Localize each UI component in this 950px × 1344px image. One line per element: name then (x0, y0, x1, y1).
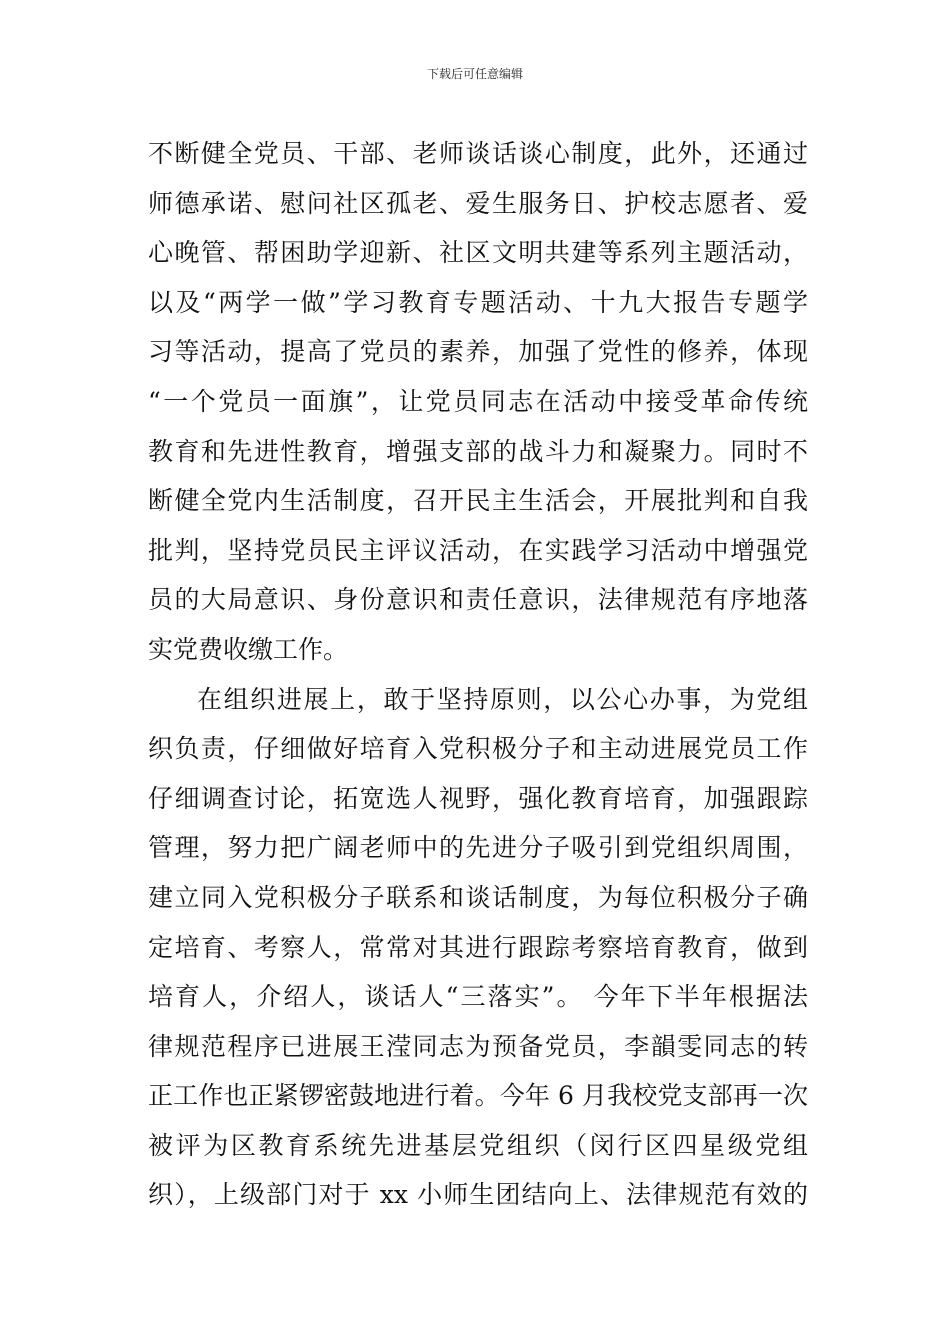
body-line: 仔细调查讨论，拓宽选人视野，强化教育培育，加强跟踪 (148, 783, 808, 813)
body-line: 习等活动，提高了党员的素养，加强了党性的修养，体现 (148, 337, 808, 367)
body-line: 不断健全党员、干部、老师谈话谈心制度，此外，还通过 (148, 139, 808, 168)
page-header-note: 下载后可任意编辑 (426, 67, 523, 81)
body-line: 以及“两学一做”学习教育专题活动、十九大报告专题学 (148, 287, 808, 317)
paragraph-first-line: 在组织进展上，敢于坚持原则，以公心办事，为党组 (197, 684, 808, 714)
body-line: 定培育、考察人，常常对其进行跟踪考察培育教育，做到 (148, 932, 808, 962)
body-line: 建立同入党积极分子联系和谈话制度，为每位积极分子确 (148, 882, 808, 912)
body-line: 律规范程序已进展王滢同志为预备党员，李韻雯同志的转 (148, 1031, 808, 1061)
body-line: 心晚管、帮困助学迎新、社区文明共建等系列主题活动， (148, 238, 808, 268)
body-line: “一个党员一面旗”，让党员同志在活动中接受革命传统 (148, 386, 808, 416)
body-line: 断健全党内生活制度，召开民主生活会，开展批判和自我 (148, 486, 808, 516)
body-line: 员的大局意识、身份意识和责任意识，法律规范有序地落 (148, 585, 808, 615)
body-line: 培育人，介绍人，谈话人“三落实”。 今年下半年根据法 (148, 982, 808, 1012)
body-line: 正工作也正紧锣密鼓地进行着。今年 6 月我校党支部再一次 (148, 1081, 808, 1111)
body-line: 教育和先进性教育，增强支部的战斗力和凝聚力。同时不 (148, 436, 808, 466)
body-line: 织），上级部门对于 xx 小师生团结向上、法律规范有效的 (148, 1180, 808, 1210)
body-line: 批判，坚持党员民主评议活动，在实践学习活动中增强党 (148, 535, 808, 565)
body-line: 管理，努力把广阔老师中的先进分子吸引到党组织周围， (148, 833, 808, 863)
body-line: 织负责，仔细做好培育入党积极分子和主动进展党员工作 (148, 734, 808, 764)
paragraph-end-line: 实党费收缴工作。 (148, 634, 349, 664)
body-line: 被评为区教育系统先进基层党组织（闵行区四星级党组 (148, 1130, 808, 1160)
body-line: 师德承诺、慰问社区孤老、爱生服务日、护校志愿者、爱 (148, 188, 808, 218)
document-body (148, 129, 808, 1220)
